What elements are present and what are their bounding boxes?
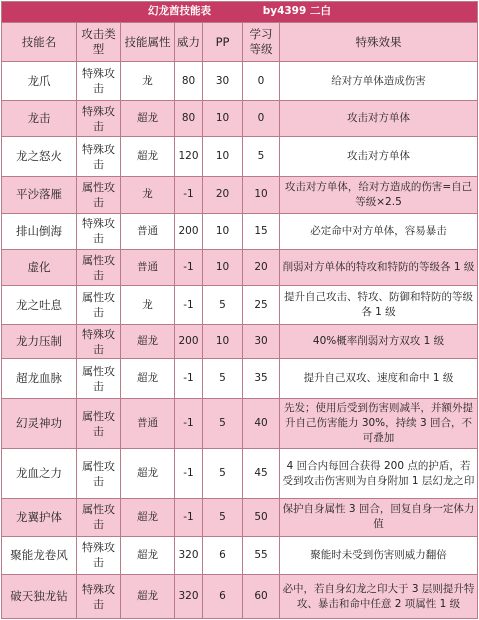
- skill-effect: 提升自己双攻、速度和命中 1 级: [280, 359, 478, 399]
- skill-pp: 5: [203, 449, 243, 499]
- skill-power: 200: [175, 325, 203, 359]
- title-cell: [2, 2, 478, 23]
- skill-power: -1: [175, 359, 203, 399]
- skill-effect: 必中，若自身幻龙之印大于 3 层则提升特攻、暴击和命中任意 2 项属性 1 级: [280, 575, 478, 619]
- skill-name: 平沙落雁: [2, 177, 77, 213]
- header-type: 攻击类型: [77, 22, 121, 62]
- skill-pp: 10: [203, 325, 243, 359]
- skill-effect: 攻击对方单体: [280, 101, 478, 137]
- table-row: [2, 575, 478, 619]
- skill-type: 特殊攻击: [77, 575, 121, 619]
- skill-power: -1: [175, 286, 203, 325]
- skill-attr: 超龙: [121, 137, 175, 177]
- skill-type: 属性攻击: [77, 449, 121, 499]
- skill-name: 虚化: [2, 250, 77, 286]
- skill-pp: 20: [203, 177, 243, 213]
- skill-type: 特殊攻击: [77, 101, 121, 137]
- skill-name: 破天独龙钻: [2, 575, 77, 619]
- skill-name: 排山倒海: [2, 213, 77, 249]
- skill-type: 特殊攻击: [77, 536, 121, 575]
- header-attr: 技能属性: [121, 22, 175, 62]
- skill-level: 60: [243, 575, 280, 619]
- skill-type: 属性攻击: [77, 499, 121, 537]
- skill-power: -1: [175, 250, 203, 286]
- skill-pp: 5: [203, 286, 243, 325]
- skill-attr: 超龙: [121, 449, 175, 499]
- skill-type: 特殊攻击: [77, 137, 121, 177]
- skill-pp: 10: [203, 250, 243, 286]
- table-title: 幻龙酋技能表: [148, 5, 212, 18]
- header-pp: PP: [203, 22, 243, 62]
- skill-level: 20: [243, 250, 280, 286]
- header-name: 技能名: [2, 22, 77, 62]
- skill-level: 30: [243, 325, 280, 359]
- skill-attr: 超龙: [121, 575, 175, 619]
- skill-level: 10: [243, 177, 280, 213]
- skill-effect: 保护自身属性 3 回合，回复自身一定体力值: [280, 499, 478, 537]
- skill-power: 320: [175, 575, 203, 619]
- skill-name: 龙血之力: [2, 449, 77, 499]
- skill-power: 80: [175, 101, 203, 137]
- skill-type: 属性攻击: [77, 286, 121, 325]
- skill-level: 5: [243, 137, 280, 177]
- skill-name: 龙击: [2, 101, 77, 137]
- skill-effect: 必定命中对方单体，容易暴击: [280, 213, 478, 249]
- skill-effect: 攻击对方单体，给对方造成的伤害=自己等级×2.5: [280, 177, 478, 213]
- skill-effect: 给对方单体造成伤害: [280, 62, 478, 101]
- skill-pp: 5: [203, 359, 243, 399]
- skill-type: 属性攻击: [77, 250, 121, 286]
- table-row: [2, 177, 478, 213]
- skill-level: 15: [243, 213, 280, 249]
- skill-level: 40: [243, 399, 280, 449]
- skill-name: 龙力压制: [2, 325, 77, 359]
- skill-type: 属性攻击: [77, 359, 121, 399]
- skill-name: 超龙血脉: [2, 359, 77, 399]
- skill-attr: 超龙: [121, 101, 175, 137]
- skill-attr: 超龙: [121, 359, 175, 399]
- skill-name: 龙之吐息: [2, 286, 77, 325]
- skill-effect: 聚能时未受到伤害则威力翻倍: [280, 536, 478, 575]
- skill-power: -1: [175, 399, 203, 449]
- skill-effect: 4 回合内每回合获得 200 点的护盾，若受到攻击伤害则为自身附加 1 层幻龙之印: [280, 449, 478, 499]
- skill-type: 属性攻击: [77, 399, 121, 449]
- skill-level: 0: [243, 101, 280, 137]
- skill-pp: 6: [203, 536, 243, 575]
- skill-name: 龙翼护体: [2, 499, 77, 537]
- header-effect: 特殊效果: [280, 22, 478, 62]
- table-row: [2, 399, 478, 449]
- skill-power: -1: [175, 499, 203, 537]
- skill-type: 属性攻击: [77, 177, 121, 213]
- skill-name: 龙爪: [2, 62, 77, 101]
- skill-power: 320: [175, 536, 203, 575]
- header-level: 学习等级: [243, 22, 280, 62]
- skill-table: [1, 1, 478, 619]
- table-row: [2, 499, 478, 537]
- header-row: [2, 22, 478, 62]
- title-row: [2, 2, 478, 23]
- skill-power: 200: [175, 213, 203, 249]
- skill-level: 55: [243, 536, 280, 575]
- skill-attr: 龙: [121, 177, 175, 213]
- header-power: 威力: [175, 22, 203, 62]
- table-row: [2, 536, 478, 575]
- skill-pp: 30: [203, 62, 243, 101]
- skill-type: 特殊攻击: [77, 62, 121, 101]
- skill-effect: 攻击对方单体: [280, 137, 478, 177]
- skill-name: 聚能龙卷风: [2, 536, 77, 575]
- skill-attr: 普通: [121, 213, 175, 249]
- table-row: [2, 250, 478, 286]
- table-row: [2, 213, 478, 249]
- skill-effect: 先发；使用后受到伤害则减半，并额外提升自己伤害能力 30%，持续 3 回合，不可叠加: [280, 399, 478, 449]
- skill-pp: 10: [203, 213, 243, 249]
- skill-power: 80: [175, 62, 203, 101]
- skill-level: 45: [243, 449, 280, 499]
- table-row: [2, 359, 478, 399]
- skill-pp: 6: [203, 575, 243, 619]
- author-credit: by4399 二白: [262, 5, 331, 18]
- skill-attr: 普通: [121, 399, 175, 449]
- skill-type: 特殊攻击: [77, 213, 121, 249]
- skill-pp: 10: [203, 101, 243, 137]
- skill-attr: 超龙: [121, 536, 175, 575]
- skill-pp: 5: [203, 399, 243, 449]
- skill-attr: 超龙: [121, 499, 175, 537]
- skill-level: 25: [243, 286, 280, 325]
- skill-name: 龙之怒火: [2, 137, 77, 177]
- skill-attr: 龙: [121, 286, 175, 325]
- table-row: [2, 62, 478, 101]
- table-row: [2, 325, 478, 359]
- skill-effect: 削弱对方单体的特攻和特防的等级各 1 级: [280, 250, 478, 286]
- skill-attr: 普通: [121, 250, 175, 286]
- skill-effect: 提升自己攻击、特攻、防御和特防的等级各 1 级: [280, 286, 478, 325]
- table-row: [2, 137, 478, 177]
- skill-attr: 龙: [121, 62, 175, 101]
- table-row: [2, 286, 478, 325]
- table-row: [2, 101, 478, 137]
- skill-level: 0: [243, 62, 280, 101]
- skill-effect: 40%概率削弱对方双攻 1 级: [280, 325, 478, 359]
- skill-pp: 5: [203, 499, 243, 537]
- table-row: [2, 449, 478, 499]
- skill-level: 35: [243, 359, 280, 399]
- skill-type: 特殊攻击: [77, 325, 121, 359]
- skill-power: -1: [175, 449, 203, 499]
- skill-power: 120: [175, 137, 203, 177]
- skill-attr: 超龙: [121, 325, 175, 359]
- skill-level: 50: [243, 499, 280, 537]
- skill-name: 幻灵神功: [2, 399, 77, 449]
- skill-pp: 10: [203, 137, 243, 177]
- skill-power: -1: [175, 177, 203, 213]
